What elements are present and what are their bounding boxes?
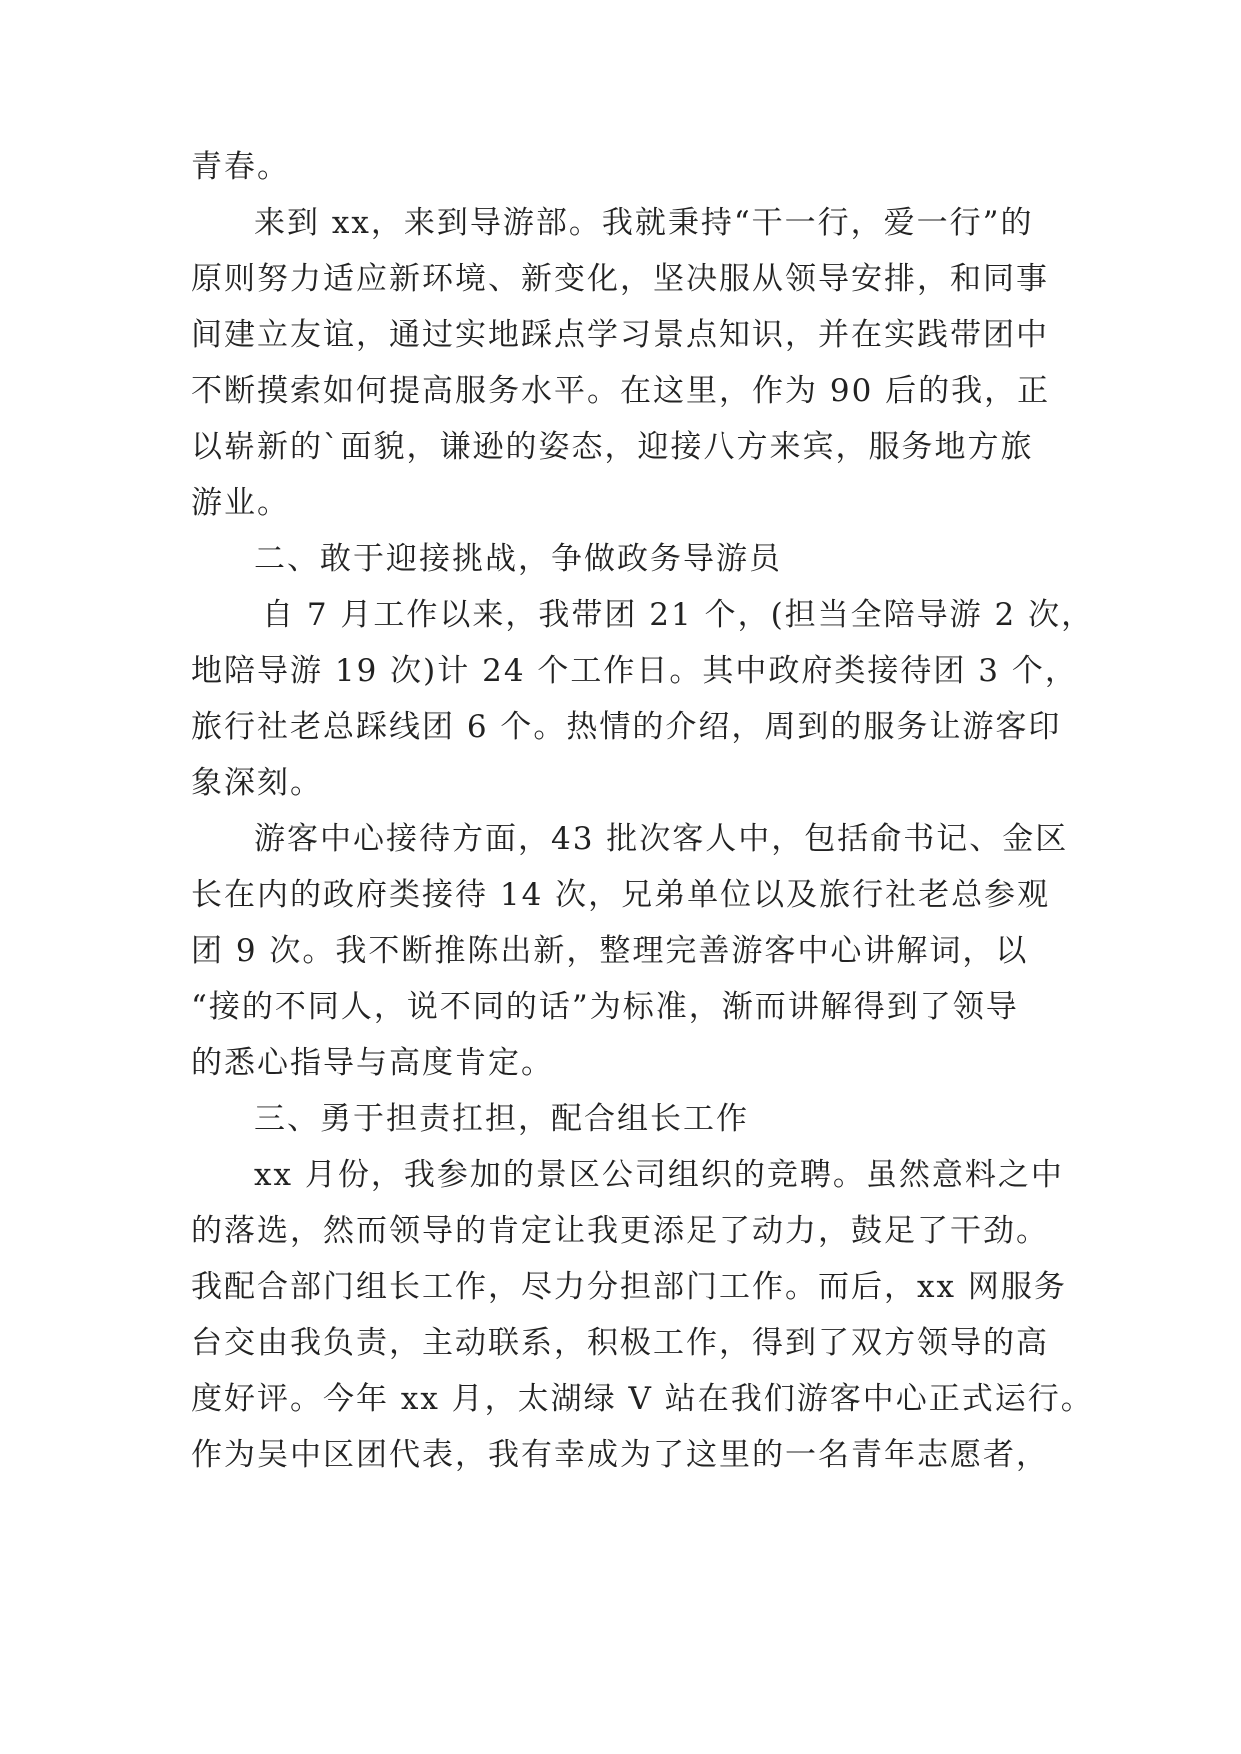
section-heading: 二、敢于迎接挑战，争做政务导游员 [254,541,782,577]
paragraph-line: 作为吴中区团代表，我有幸成为了这里的一名青年志愿者， [191,1437,1049,1473]
paragraph-line: 来到 xx，来到导游部。我就秉持“干一行，爱一行”的 [254,205,1034,241]
paragraph-line: xx 月份，我参加的景区公司组织的竞聘。虽然意料之中 [254,1157,1064,1193]
paragraph-line: 象深刻。 [191,765,323,801]
paragraph-line: 青春。 [191,149,290,185]
paragraph-line: 团 9 次。我不断推陈出新，整理完善游客中心讲解词，以 [191,933,1029,969]
paragraph-line: 游业。 [191,485,290,521]
paragraph-line: 以崭新的`面貌，谦逊的姿态，迎接八方来宾，服务地方旅 [191,429,1034,465]
section-heading: 三、勇于担责扛担，配合组长工作 [254,1101,749,1137]
paragraph-line: 原则努力适应新环境、新变化，坚决服从领导安排，和同事 [191,261,1049,297]
paragraph-line: 间建立友谊，通过实地踩点学习景点知识，并在实践带团中 [191,317,1049,353]
paragraph-line: 不断摸索如何提高服务水平。在这里，作为 90 后的我，正 [191,373,1051,409]
paragraph-line: 地陪导游 19 次)计 24 个工作日。其中政府类接待团 3 个， [191,653,1078,689]
paragraph-line: 长在内的政府类接待 14 次，兄弟单位以及旅行社老总参观 [191,877,1051,913]
paragraph-line: 度好评。今年 xx 月，太湖绿 V 站在我们游客中心正式运行。 [191,1381,1094,1417]
paragraph-line: 我配合部门组长工作，尽力分担部门工作。而后，xx 网服务 [191,1269,1067,1305]
paragraph-line: 自 7 月工作以来，我带团 21 个，(担当全陪导游 2 次， [262,597,1095,633]
paragraph-line: 台交由我负责，主动联系，积极工作，得到了双方领导的高 [191,1325,1049,1361]
paragraph-line: 旅行社老总踩线团 6 个。热情的介绍，周到的服务让游客印 [191,709,1062,745]
paragraph-line: 游客中心接待方面，43 批次客人中，包括俞书记、金区 [254,821,1069,857]
paragraph-line: 的落选，然而领导的肯定让我更添足了动力，鼓足了干劲。 [191,1213,1049,1249]
paragraph-line: 的悉心指导与高度肯定。 [191,1045,554,1081]
paragraph-line: “接的不同人，说不同的话”为标准，渐而讲解得到了领导 [191,989,1019,1025]
